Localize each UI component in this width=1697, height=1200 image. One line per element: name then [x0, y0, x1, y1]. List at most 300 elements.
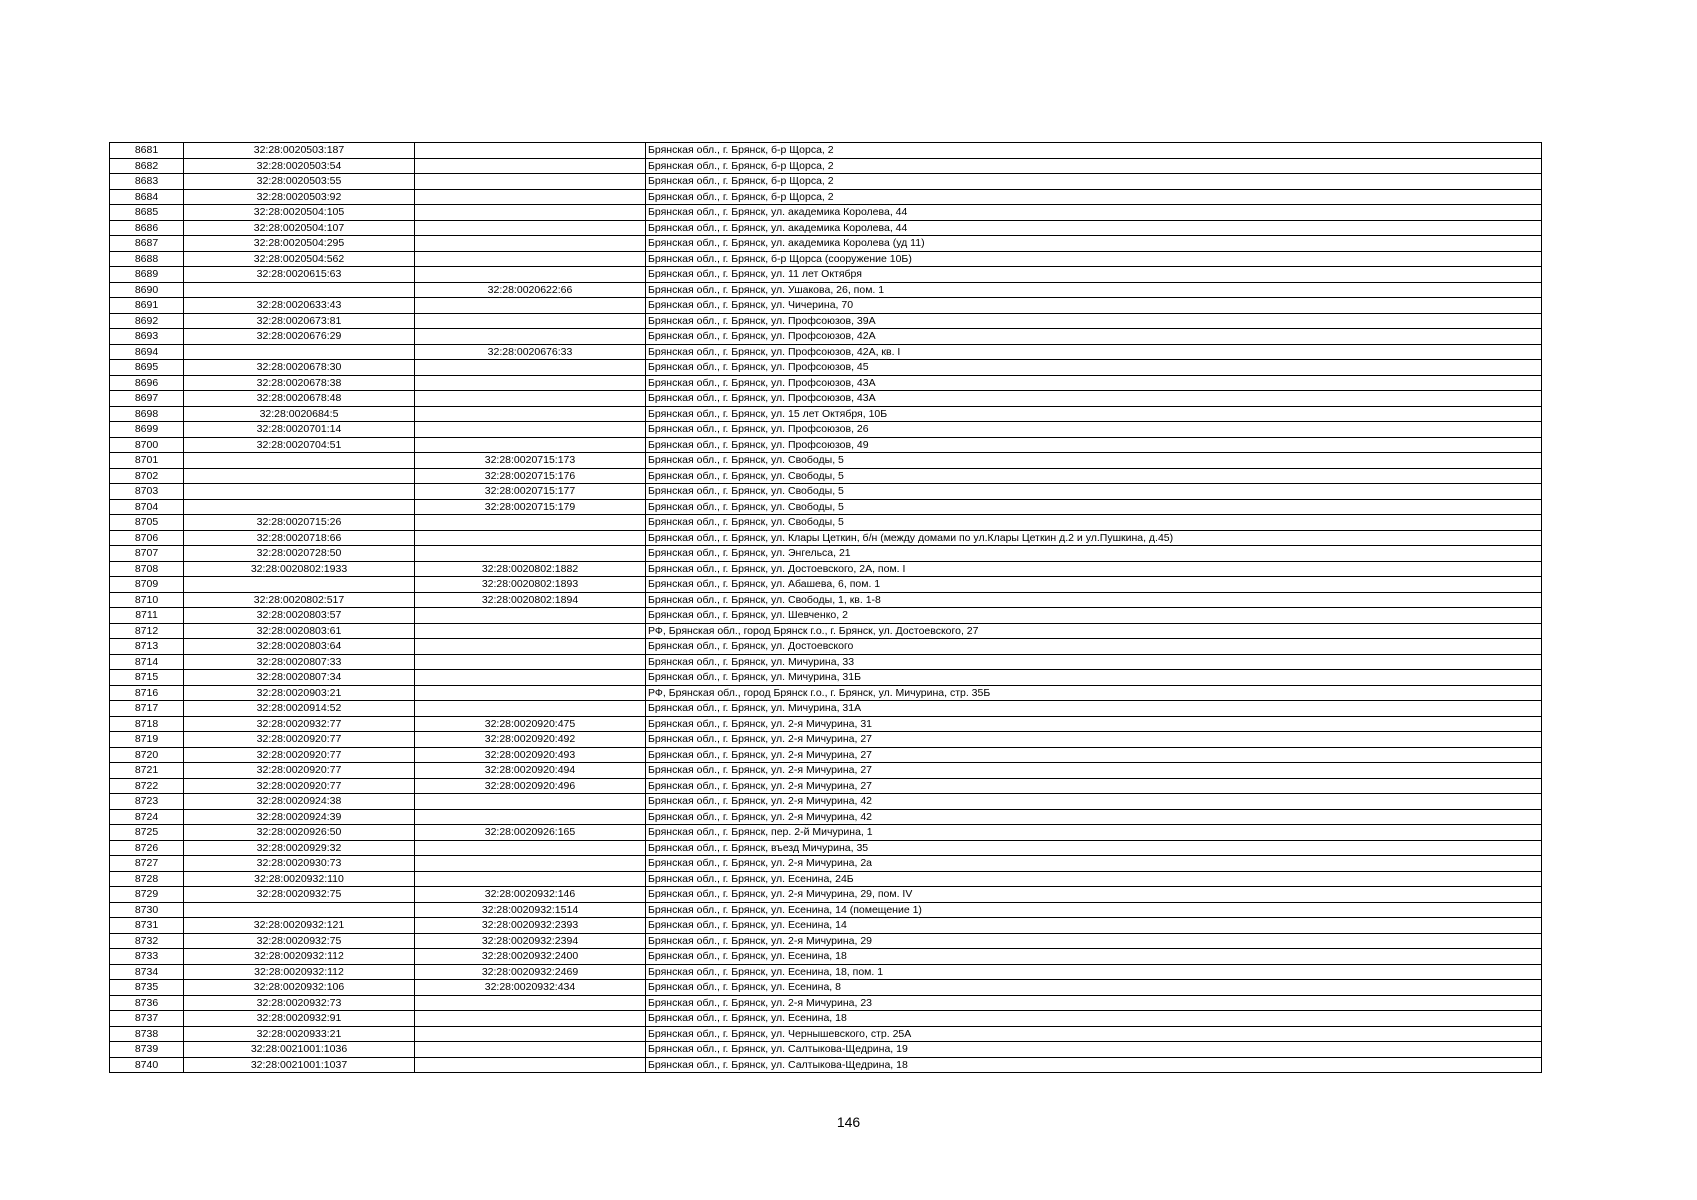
cadastral-number-cell: 32:28:0020728:50	[184, 546, 415, 562]
address-cell: Брянская обл., г. Брянск, ул. Профсоюзов, 43А	[646, 391, 1542, 407]
cadastral-number-cell: 32:28:0020932:112	[184, 964, 415, 980]
address-cell: Брянская обл., г. Брянск, ул. 2-я Мичурина, 29	[646, 933, 1542, 949]
row-number-cell: 8696	[110, 375, 184, 391]
related-cadastral-number-cell: 32:28:0020932:2393	[415, 918, 646, 934]
related-cadastral-number-cell	[415, 794, 646, 810]
cadastral-number-cell: 32:28:0020903:21	[184, 685, 415, 701]
cadastral-number-cell: 32:28:0020704:51	[184, 437, 415, 453]
related-cadastral-number-cell: 32:28:0020715:173	[415, 453, 646, 469]
table-row	[110, 406, 1542, 422]
row-number-cell: 8738	[110, 1026, 184, 1042]
related-cadastral-number-cell	[415, 406, 646, 422]
cadastral-number-cell: 32:28:0020673:81	[184, 313, 415, 329]
address-cell: Брянская обл., г. Брянск, ул. Есенина, 18, пом. 1	[646, 964, 1542, 980]
row-number-cell: 8716	[110, 685, 184, 701]
cadastral-number-cell: 32:28:0020701:14	[184, 422, 415, 438]
table-row	[110, 298, 1542, 314]
cadastral-number-cell: 32:28:0020503:92	[184, 189, 415, 205]
cadastral-number-cell	[184, 453, 415, 469]
row-number-cell: 8718	[110, 716, 184, 732]
address-cell: Брянская обл., г. Брянск, ул. Профсоюзов, 39А	[646, 313, 1542, 329]
address-cell: Брянская обл., г. Брянск, ул. Есенина, 18	[646, 949, 1542, 965]
table-row	[110, 236, 1542, 252]
address-cell: РФ, Брянская обл., город Брянск г.о., г. Брянск, ул. Достоевского, 27	[646, 623, 1542, 639]
related-cadastral-number-cell: 32:28:0020932:2394	[415, 933, 646, 949]
table-row	[110, 453, 1542, 469]
address-cell: Брянская обл., г. Брянск, б-р Щорса, 2	[646, 189, 1542, 205]
related-cadastral-number-cell: 32:28:0020932:434	[415, 980, 646, 996]
row-number-cell: 8704	[110, 499, 184, 515]
table-row	[110, 654, 1542, 670]
cadastral-number-cell: 32:28:0020926:50	[184, 825, 415, 841]
registry-table	[109, 142, 1542, 1073]
table-row	[110, 871, 1542, 887]
cadastral-number-cell: 32:28:0020929:32	[184, 840, 415, 856]
related-cadastral-number-cell	[415, 236, 646, 252]
address-cell: Брянская обл., г. Брянск, б-р Щорса, 2	[646, 143, 1542, 159]
address-cell: Брянская обл., г. Брянск, ул. Свободы, 1, кв. 1-8	[646, 592, 1542, 608]
related-cadastral-number-cell	[415, 437, 646, 453]
related-cadastral-number-cell: 32:28:0020802:1893	[415, 577, 646, 593]
table-row	[110, 747, 1542, 763]
row-number-cell: 8726	[110, 840, 184, 856]
table-row	[110, 313, 1542, 329]
address-cell: Брянская обл., г. Брянск, ул. Профсоюзов, 43А	[646, 375, 1542, 391]
row-number-cell: 8713	[110, 639, 184, 655]
row-number-cell: 8706	[110, 530, 184, 546]
address-cell: Брянская обл., г. Брянск, ул. Свободы, 5	[646, 499, 1542, 515]
address-cell: Брянская обл., г. Брянск, ул. Шевченко, 2	[646, 608, 1542, 624]
address-cell: Брянская обл., г. Брянск, ул. 2-я Мичурина, 42	[646, 809, 1542, 825]
related-cadastral-number-cell	[415, 871, 646, 887]
related-cadastral-number-cell	[415, 530, 646, 546]
related-cadastral-number-cell	[415, 654, 646, 670]
address-cell: Брянская обл., г. Брянск, ул. Профсоюзов, 26	[646, 422, 1542, 438]
related-cadastral-number-cell	[415, 251, 646, 267]
cadastral-number-cell: 32:28:0020504:107	[184, 220, 415, 236]
cadastral-number-cell: 32:28:0020932:91	[184, 1011, 415, 1027]
table-row	[110, 763, 1542, 779]
row-number-cell: 8725	[110, 825, 184, 841]
row-number-cell: 8722	[110, 778, 184, 794]
related-cadastral-number-cell	[415, 546, 646, 562]
table-row	[110, 980, 1542, 996]
cadastral-number-cell: 32:28:0020676:29	[184, 329, 415, 345]
related-cadastral-number-cell: 32:28:0020926:165	[415, 825, 646, 841]
row-number-cell: 8709	[110, 577, 184, 593]
row-number-cell: 8698	[110, 406, 184, 422]
row-number-cell: 8690	[110, 282, 184, 298]
row-number-cell: 8695	[110, 360, 184, 376]
related-cadastral-number-cell	[415, 1026, 646, 1042]
address-cell: Брянская обл., г. Брянск, ул. Ушакова, 26, пом. 1	[646, 282, 1542, 298]
cadastral-number-cell: 32:28:0020924:39	[184, 809, 415, 825]
table-row	[110, 267, 1542, 283]
related-cadastral-number-cell: 32:28:0020920:493	[415, 747, 646, 763]
table-row	[110, 205, 1542, 221]
related-cadastral-number-cell	[415, 143, 646, 159]
address-cell: Брянская обл., г. Брянск, ул. 2-я Мичурина, 27	[646, 763, 1542, 779]
cadastral-number-cell	[184, 344, 415, 360]
cadastral-number-cell: 32:28:0020678:48	[184, 391, 415, 407]
row-number-cell: 8699	[110, 422, 184, 438]
cadastral-number-cell: 32:28:0020715:26	[184, 515, 415, 531]
cadastral-number-cell: 32:28:0020802:517	[184, 592, 415, 608]
related-cadastral-number-cell: 32:28:0020920:492	[415, 732, 646, 748]
address-cell: Брянская обл., г. Брянск, ул. академика Королева, 44	[646, 220, 1542, 236]
address-cell: Брянская обл., г. Брянск, б-р Щорса, 2	[646, 174, 1542, 190]
address-cell: Брянская обл., г. Брянск, ул. 2-я Мичурина, 29, пом. IV	[646, 887, 1542, 903]
cadastral-number-cell: 32:28:0020932:75	[184, 933, 415, 949]
row-number-cell: 8734	[110, 964, 184, 980]
row-number-cell: 8711	[110, 608, 184, 624]
cadastral-number-cell	[184, 902, 415, 918]
table-row	[110, 701, 1542, 717]
related-cadastral-number-cell	[415, 1011, 646, 1027]
table-row	[110, 499, 1542, 515]
table-row	[110, 282, 1542, 298]
row-number-cell: 8731	[110, 918, 184, 934]
table-row	[110, 437, 1542, 453]
row-number-cell: 8717	[110, 701, 184, 717]
table-row	[110, 468, 1542, 484]
cadastral-number-cell: 32:28:0020920:77	[184, 763, 415, 779]
row-number-cell: 8693	[110, 329, 184, 345]
table-row	[110, 670, 1542, 686]
address-cell: Брянская обл., г. Брянск, ул. Профсоюзов, 42А, кв. I	[646, 344, 1542, 360]
address-cell: Брянская обл., г. Брянск, ул. академика Королева, 44	[646, 205, 1542, 221]
table-row	[110, 158, 1542, 174]
address-cell: Брянская обл., г. Брянск, ул. 2-я Мичурина, 23	[646, 995, 1542, 1011]
row-number-cell: 8687	[110, 236, 184, 252]
address-cell: Брянская обл., г. Брянск, въезд Мичурина, 35	[646, 840, 1542, 856]
cadastral-number-cell: 32:28:0020930:73	[184, 856, 415, 872]
cadastral-number-cell	[184, 577, 415, 593]
address-cell: Брянская обл., г. Брянск, ул. Салтыкова-Щедрина, 18	[646, 1057, 1542, 1073]
address-cell: Брянская обл., г. Брянск, ул. Клары Цеткин, б/н (между домами по ул.Клары Цеткин д.2 и ул.Пушкина, д.45)	[646, 530, 1542, 546]
cadastral-number-cell: 32:28:0020932:121	[184, 918, 415, 934]
related-cadastral-number-cell	[415, 639, 646, 655]
registry-table-body	[110, 143, 1542, 1073]
address-cell: Брянская обл., г. Брянск, ул. Достоевского, 2А, пом. I	[646, 561, 1542, 577]
row-number-cell: 8701	[110, 453, 184, 469]
row-number-cell: 8686	[110, 220, 184, 236]
row-number-cell: 8697	[110, 391, 184, 407]
table-row	[110, 856, 1542, 872]
cadastral-number-cell: 32:28:0020503:187	[184, 143, 415, 159]
related-cadastral-number-cell: 32:28:0020932:2400	[415, 949, 646, 965]
row-number-cell: 8715	[110, 670, 184, 686]
cadastral-number-cell: 32:28:0020678:30	[184, 360, 415, 376]
related-cadastral-number-cell: 32:28:0020920:475	[415, 716, 646, 732]
address-cell: Брянская обл., г. Брянск, ул. 11 лет Октября	[646, 267, 1542, 283]
row-number-cell: 8714	[110, 654, 184, 670]
related-cadastral-number-cell	[415, 840, 646, 856]
cadastral-number-cell: 32:28:0021001:1037	[184, 1057, 415, 1073]
table-row	[110, 933, 1542, 949]
address-cell: Брянская обл., г. Брянск, ул. Энгельса, 21	[646, 546, 1542, 562]
cadastral-number-cell: 32:28:0020920:77	[184, 778, 415, 794]
related-cadastral-number-cell: 32:28:0020802:1894	[415, 592, 646, 608]
row-number-cell: 8703	[110, 484, 184, 500]
table-row	[110, 732, 1542, 748]
related-cadastral-number-cell	[415, 809, 646, 825]
row-number-cell: 8733	[110, 949, 184, 965]
table-row	[110, 964, 1542, 980]
table-row	[110, 918, 1542, 934]
related-cadastral-number-cell	[415, 608, 646, 624]
cadastral-number-cell: 32:28:0020504:105	[184, 205, 415, 221]
table-row	[110, 422, 1542, 438]
row-number-cell: 8682	[110, 158, 184, 174]
address-cell: Брянская обл., г. Брянск, пер. 2-й Мичурина, 1	[646, 825, 1542, 841]
row-number-cell: 8691	[110, 298, 184, 314]
cadastral-number-cell: 32:28:0020920:77	[184, 732, 415, 748]
row-number-cell: 8700	[110, 437, 184, 453]
cadastral-number-cell	[184, 484, 415, 500]
address-cell: Брянская обл., г. Брянск, ул. Чичерина, 70	[646, 298, 1542, 314]
cadastral-number-cell: 32:28:0020503:55	[184, 174, 415, 190]
table-row	[110, 546, 1542, 562]
row-number-cell: 8730	[110, 902, 184, 918]
related-cadastral-number-cell: 32:28:0020932:146	[415, 887, 646, 903]
address-cell: Брянская обл., г. Брянск, ул. академика Королева (уд 11)	[646, 236, 1542, 252]
related-cadastral-number-cell	[415, 298, 646, 314]
row-number-cell: 8710	[110, 592, 184, 608]
cadastral-number-cell: 32:28:0020920:77	[184, 747, 415, 763]
address-cell: Брянская обл., г. Брянск, б-р Щорса (сооружение 10Б)	[646, 251, 1542, 267]
related-cadastral-number-cell	[415, 360, 646, 376]
cadastral-number-cell: 32:28:0020678:38	[184, 375, 415, 391]
table-row	[110, 220, 1542, 236]
address-cell: Брянская обл., г. Брянск, ул. Свободы, 5	[646, 468, 1542, 484]
cadastral-number-cell: 32:28:0020807:33	[184, 654, 415, 670]
cadastral-number-cell: 32:28:0020932:106	[184, 980, 415, 996]
related-cadastral-number-cell	[415, 329, 646, 345]
address-cell: Брянская обл., г. Брянск, ул. 2-я Мичурина, 27	[646, 747, 1542, 763]
address-cell: Брянская обл., г. Брянск, ул. Профсоюзов, 42А	[646, 329, 1542, 345]
cadastral-number-cell: 32:28:0020807:34	[184, 670, 415, 686]
table-row	[110, 360, 1542, 376]
table-row	[110, 375, 1542, 391]
related-cadastral-number-cell	[415, 515, 646, 531]
cadastral-number-cell: 32:28:0020932:73	[184, 995, 415, 1011]
table-row	[110, 344, 1542, 360]
address-cell: Брянская обл., г. Брянск, ул. Есенина, 18	[646, 1011, 1542, 1027]
row-number-cell: 8708	[110, 561, 184, 577]
related-cadastral-number-cell	[415, 685, 646, 701]
row-number-cell: 8740	[110, 1057, 184, 1073]
row-number-cell: 8721	[110, 763, 184, 779]
address-cell: Брянская обл., г. Брянск, ул. Свободы, 5	[646, 453, 1542, 469]
table-row	[110, 809, 1542, 825]
related-cadastral-number-cell: 32:28:0020715:176	[415, 468, 646, 484]
related-cadastral-number-cell	[415, 1057, 646, 1073]
table-row	[110, 887, 1542, 903]
address-cell: Брянская обл., г. Брянск, ул. Достоевского	[646, 639, 1542, 655]
row-number-cell: 8707	[110, 546, 184, 562]
row-number-cell: 8702	[110, 468, 184, 484]
related-cadastral-number-cell	[415, 189, 646, 205]
address-cell: Брянская обл., г. Брянск, ул. Есенина, 24Б	[646, 871, 1542, 887]
row-number-cell: 8688	[110, 251, 184, 267]
related-cadastral-number-cell	[415, 670, 646, 686]
address-cell: Брянская обл., г. Брянск, ул. 2-я Мичурина, 42	[646, 794, 1542, 810]
table-row	[110, 902, 1542, 918]
related-cadastral-number-cell	[415, 1042, 646, 1058]
related-cadastral-number-cell: 32:28:0020932:1514	[415, 902, 646, 918]
row-number-cell: 8705	[110, 515, 184, 531]
cadastral-number-cell: 32:28:0020802:1933	[184, 561, 415, 577]
cadastral-number-cell: 32:28:0021001:1036	[184, 1042, 415, 1058]
row-number-cell: 8736	[110, 995, 184, 1011]
table-row	[110, 143, 1542, 159]
cadastral-number-cell: 32:28:0020933:21	[184, 1026, 415, 1042]
address-cell: Брянская обл., г. Брянск, ул. Абашева, 6, пом. 1	[646, 577, 1542, 593]
address-cell: Брянская обл., г. Брянск, ул. 2-я Мичурина, 27	[646, 778, 1542, 794]
related-cadastral-number-cell: 32:28:0020932:2469	[415, 964, 646, 980]
cadastral-number-cell: 32:28:0020504:295	[184, 236, 415, 252]
cadastral-number-cell: 32:28:0020932:112	[184, 949, 415, 965]
cadastral-number-cell: 32:28:0020803:61	[184, 623, 415, 639]
table-row	[110, 623, 1542, 639]
table-row	[110, 577, 1542, 593]
row-number-cell: 8720	[110, 747, 184, 763]
table-row	[110, 840, 1542, 856]
related-cadastral-number-cell	[415, 158, 646, 174]
table-row	[110, 484, 1542, 500]
row-number-cell: 8685	[110, 205, 184, 221]
row-number-cell: 8712	[110, 623, 184, 639]
row-number-cell: 8724	[110, 809, 184, 825]
address-cell: Брянская обл., г. Брянск, ул. Есенина, 8	[646, 980, 1542, 996]
row-number-cell: 8689	[110, 267, 184, 283]
row-number-cell: 8735	[110, 980, 184, 996]
table-row	[110, 1042, 1542, 1058]
cadastral-number-cell	[184, 499, 415, 515]
address-cell: Брянская обл., г. Брянск, ул. 2-я Мичурина, 31	[646, 716, 1542, 732]
related-cadastral-number-cell	[415, 856, 646, 872]
related-cadastral-number-cell: 32:28:0020920:494	[415, 763, 646, 779]
row-number-cell: 8683	[110, 174, 184, 190]
related-cadastral-number-cell	[415, 220, 646, 236]
related-cadastral-number-cell	[415, 623, 646, 639]
related-cadastral-number-cell	[415, 391, 646, 407]
table-row	[110, 716, 1542, 732]
cadastral-number-cell	[184, 282, 415, 298]
row-number-cell: 8719	[110, 732, 184, 748]
address-cell: Брянская обл., г. Брянск, ул. Чернышевского, стр. 25А	[646, 1026, 1542, 1042]
related-cadastral-number-cell	[415, 313, 646, 329]
table-row	[110, 778, 1542, 794]
table-row	[110, 329, 1542, 345]
related-cadastral-number-cell	[415, 422, 646, 438]
address-cell: Брянская обл., г. Брянск, ул. Профсоюзов, 49	[646, 437, 1542, 453]
cadastral-number-cell: 32:28:0020684:5	[184, 406, 415, 422]
table-row	[110, 608, 1542, 624]
row-number-cell: 8739	[110, 1042, 184, 1058]
row-number-cell: 8681	[110, 143, 184, 159]
related-cadastral-number-cell	[415, 995, 646, 1011]
page-number: 146	[836, 1114, 861, 1130]
address-cell: Брянская обл., г. Брянск, ул. Салтыкова-Щедрина, 19	[646, 1042, 1542, 1058]
row-number-cell: 8732	[110, 933, 184, 949]
table-row	[110, 1057, 1542, 1073]
cadastral-number-cell: 32:28:0020503:54	[184, 158, 415, 174]
table-row	[110, 391, 1542, 407]
address-cell: Брянская обл., г. Брянск, ул. Есенина, 14 (помещение 1)	[646, 902, 1542, 918]
table-row	[110, 949, 1542, 965]
address-cell: Брянская обл., г. Брянск, ул. Мичурина, 31А	[646, 701, 1542, 717]
row-number-cell: 8727	[110, 856, 184, 872]
cadastral-number-cell: 32:28:0020633:43	[184, 298, 415, 314]
related-cadastral-number-cell	[415, 701, 646, 717]
address-cell: Брянская обл., г. Брянск, ул. 2-я Мичурина, 27	[646, 732, 1542, 748]
row-number-cell: 8728	[110, 871, 184, 887]
table-row	[110, 794, 1542, 810]
related-cadastral-number-cell: 32:28:0020920:496	[415, 778, 646, 794]
cadastral-number-cell: 32:28:0020914:52	[184, 701, 415, 717]
cadastral-number-cell: 32:28:0020615:63	[184, 267, 415, 283]
table-row	[110, 825, 1542, 841]
row-number-cell: 8694	[110, 344, 184, 360]
table-row	[110, 530, 1542, 546]
related-cadastral-number-cell	[415, 267, 646, 283]
address-cell: Брянская обл., г. Брянск, ул. Свободы, 5	[646, 515, 1542, 531]
address-cell: Брянская обл., г. Брянск, ул. Есенина, 14	[646, 918, 1542, 934]
address-cell: Брянская обл., г. Брянск, б-р Щорса, 2	[646, 158, 1542, 174]
table-row	[110, 592, 1542, 608]
cadastral-number-cell: 32:28:0020803:57	[184, 608, 415, 624]
cadastral-number-cell	[184, 468, 415, 484]
table-row	[110, 251, 1542, 267]
table-row	[110, 189, 1542, 205]
table-row	[110, 1026, 1542, 1042]
cadastral-number-cell: 32:28:0020932:77	[184, 716, 415, 732]
table-row	[110, 685, 1542, 701]
address-cell: РФ, Брянская обл., город Брянск г.о., г. Брянск, ул. Мичурина, стр. 35Б	[646, 685, 1542, 701]
row-number-cell: 8737	[110, 1011, 184, 1027]
related-cadastral-number-cell	[415, 174, 646, 190]
cadastral-number-cell: 32:28:0020803:64	[184, 639, 415, 655]
address-cell: Брянская обл., г. Брянск, ул. Свободы, 5	[646, 484, 1542, 500]
table-row	[110, 561, 1542, 577]
row-number-cell: 8729	[110, 887, 184, 903]
table-row	[110, 995, 1542, 1011]
table-row	[110, 1011, 1542, 1027]
cadastral-number-cell: 32:28:0020932:75	[184, 887, 415, 903]
related-cadastral-number-cell: 32:28:0020802:1882	[415, 561, 646, 577]
cadastral-number-cell: 32:28:0020924:38	[184, 794, 415, 810]
related-cadastral-number-cell	[415, 375, 646, 391]
row-number-cell: 8684	[110, 189, 184, 205]
related-cadastral-number-cell	[415, 205, 646, 221]
cadastral-number-cell: 32:28:0020504:562	[184, 251, 415, 267]
cadastral-number-cell: 32:28:0020718:66	[184, 530, 415, 546]
address-cell: Брянская обл., г. Брянск, ул. Профсоюзов, 45	[646, 360, 1542, 376]
row-number-cell: 8723	[110, 794, 184, 810]
table-row	[110, 174, 1542, 190]
address-cell: Брянская обл., г. Брянск, ул. 2-я Мичурина, 2а	[646, 856, 1542, 872]
address-cell: Брянская обл., г. Брянск, ул. Мичурина, 33	[646, 654, 1542, 670]
related-cadastral-number-cell: 32:28:0020676:33	[415, 344, 646, 360]
address-cell: Брянская обл., г. Брянск, ул. Мичурина, 31Б	[646, 670, 1542, 686]
table-row	[110, 515, 1542, 531]
related-cadastral-number-cell: 32:28:0020715:177	[415, 484, 646, 500]
row-number-cell: 8692	[110, 313, 184, 329]
address-cell: Брянская обл., г. Брянск, ул. 15 лет Октября, 10Б	[646, 406, 1542, 422]
cadastral-number-cell: 32:28:0020932:110	[184, 871, 415, 887]
